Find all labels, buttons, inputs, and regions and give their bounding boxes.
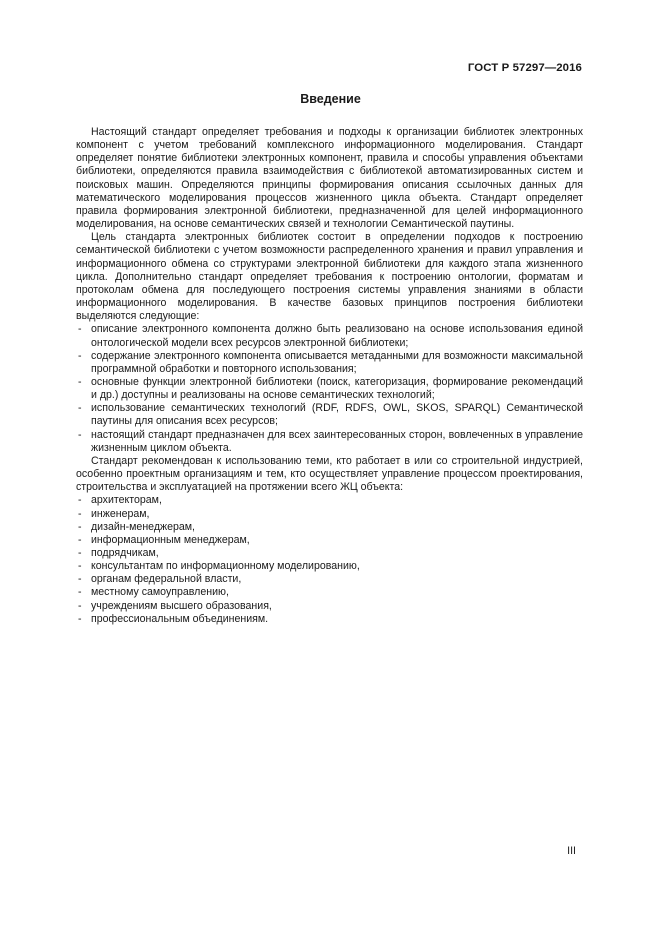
- list-item: - архитекторам,: [76, 494, 583, 507]
- list-item: - органам федеральной власти,: [76, 573, 583, 586]
- paragraph-scope: Настоящий стандарт определяет требования и подходы к организации библиотек электронных компонент с учетом требований комплексного информационного моделирования. Стандарт определяет понятие библиотеки электронных компонент, правила и способы управления объектами библиотеки, определяются правила взаимодействия с библиотекой автоматизированных систем и поисковых машин. Определяются принципы формирования описания ссылочных данных для математического моделирования процессов жизненного цикла объекта. Стандарт определяет правила формирования электронной библиотеки, предназначенной для целей информационного моделирования, на основе семантических связей и технологии Семантической паутины.: [76, 126, 583, 231]
- list-item: - консультантам по информационному моделированию,: [76, 560, 583, 573]
- page-number: III: [567, 845, 576, 857]
- list-item: - основные функции электронной библиотеки (поиск, категоризация, формирование рекомендаций и др.) доступны и реализованы на основе семантических технологий;: [76, 376, 583, 402]
- principles-list: [76, 323, 583, 455]
- list-item: - подрядчикам,: [76, 547, 583, 560]
- list-item: - дизайн-менеджерам,: [76, 521, 583, 534]
- list-item: - профессиональным объединениям.: [76, 613, 583, 626]
- paragraph-goal: Цель стандарта электронных библиотек состоит в определении подходов к построению семантической библиотеки с учетом возможности распределенного хранения и правил управления и информационного обмена со структурами электронной библиотеки для каждого этапа жизненного цикла. Дополнительно стандарт определяет требования к построению онтологии, форматам и протоколам обмена для последующего построения системы управления знаниями в области информационного моделирования. В качестве базовых принципов построения библиотеки выделяются следующие:: [76, 231, 583, 323]
- list-item: - настоящий стандарт предназначен для всех заинтересованных сторон, вовлеченных в управление жизненным циклом объекта.: [76, 429, 583, 455]
- page-title: Введение: [300, 92, 361, 106]
- paragraph-audience: Стандарт рекомендован к использованию теми, кто работает в или со строительной индустрией, особенно проектным организациям и тем, кто осуществляет управление процессом проектирования, строительства и эксплуатацией на протяжении всего ЖЦ объекта:: [76, 454, 583, 494]
- list-item: - использование семантических технологий (RDF, RDFS, OWL, SKOS, SPARQL) Семантической паутины для описания всех ресурсов;: [76, 402, 583, 428]
- list-item: - информационным менеджерам,: [76, 534, 583, 547]
- audience-list: [76, 494, 583, 626]
- list-item: - инженерам,: [76, 508, 583, 521]
- standard-code-header: ГОСТ Р 57297—2016: [467, 62, 582, 74]
- document-body: [76, 126, 583, 626]
- list-item: - содержание электронного компонента описывается метаданными для возможности максимальной программной обработки и повторного использования;: [76, 350, 583, 376]
- list-item: - учреждениям высшего образования,: [76, 600, 583, 613]
- list-item: - местному самоуправлению,: [76, 586, 583, 599]
- list-item: - описание электронного компонента должно быть реализовано на основе использования единой онтологической модели всех ресурсов электронной библиотеки;: [76, 323, 583, 349]
